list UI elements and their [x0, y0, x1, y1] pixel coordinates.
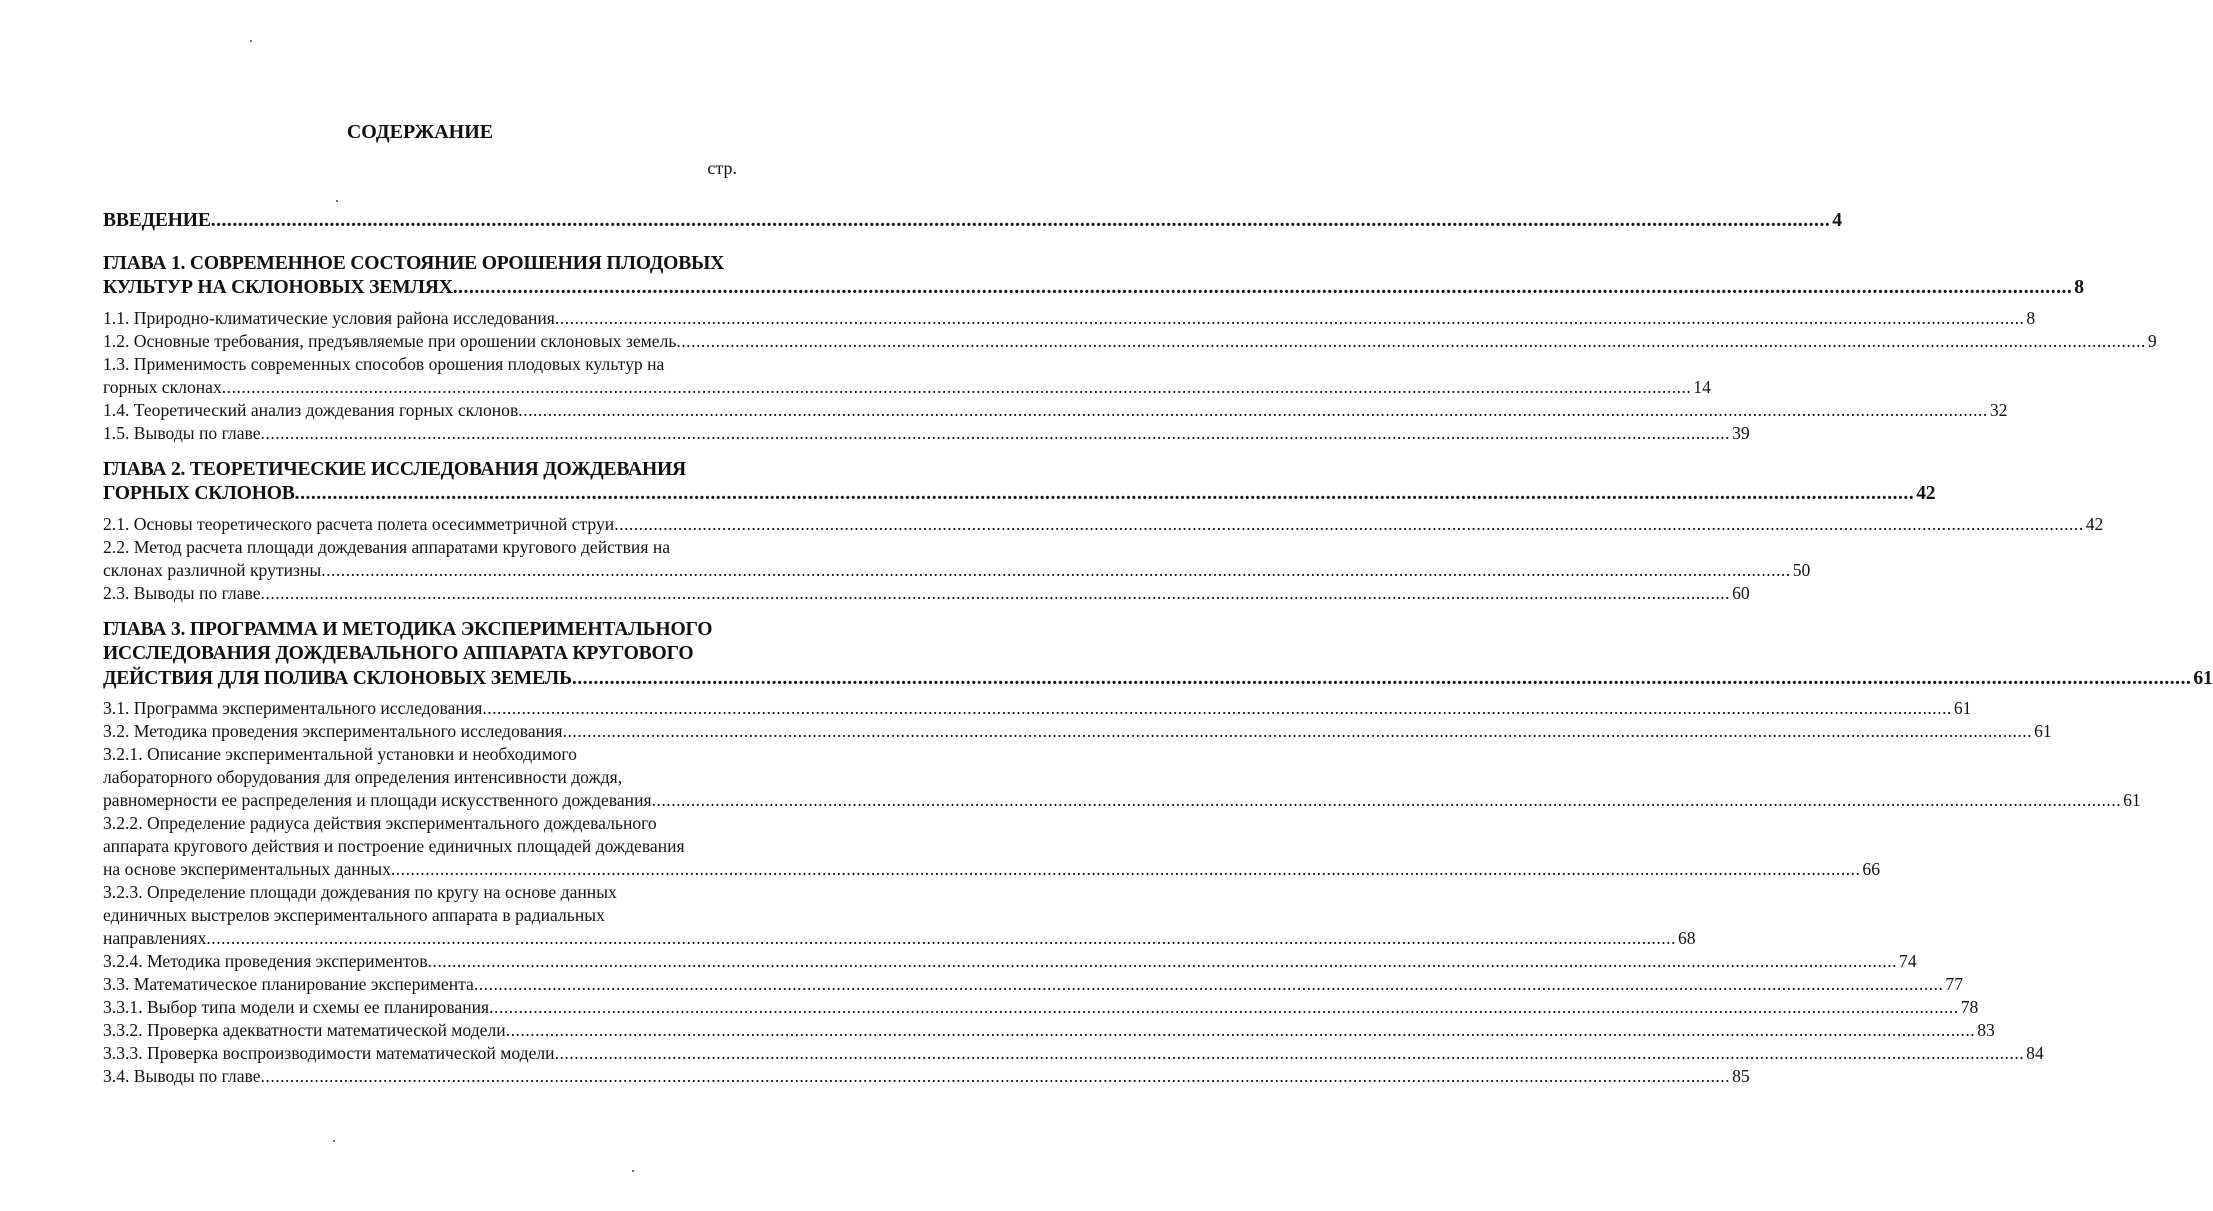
entry-title-line: 3.3.1. Выбор типа модели и схемы ее планирования [103, 997, 490, 1017]
dot-leader: ............................................................................................................................................................................................................................................................................................................ [321, 559, 1791, 580]
dot-leader: ............................................................................................................................................................................................................................................................................................................ [571, 667, 2192, 689]
entry-title-line: горных склонах [103, 376, 222, 397]
entry-page-number: 85 [1732, 1066, 1750, 1086]
entry-page-number: 8 [2074, 277, 2084, 298]
entry-leader-row [103, 559, 1811, 582]
entry-title-line: 1.4. Теоретический анализ дождевания горных склонов [103, 399, 519, 420]
toc-section-entry[interactable] [103, 513, 2104, 536]
entry-title-line: ГЛАВА 2. ТЕОРЕТИЧЕСКИЕ ИССЛЕДОВАНИЯ ДОЖДЕВАНИЯ [103, 458, 687, 480]
entry-title-line: единичных выстрелов экспериментального аппарата в радиальных [103, 905, 605, 925]
dot-leader: ............................................................................................................................................................................................................................................................................................................ [390, 859, 1861, 879]
toc-entries [103, 209, 2213, 1088]
dot-leader: ............................................................................................................................................................................................................................................................................................................ [554, 1043, 2025, 1063]
entry-title-line: лабораторного оборудования для определения интенсивности дождя, [103, 767, 623, 787]
entry-title-line: направлениях [103, 928, 207, 948]
entry-title-line: ГОРНЫХ СКЛОНОВ [103, 483, 295, 504]
entry-page-number: 61 [2034, 721, 2052, 741]
entry-page-number: 39 [1732, 422, 1750, 443]
entry-title-line: 1.3. Применимость современных способов орошения плодовых культур на [103, 353, 665, 374]
dot-leader: ............................................................................................................................................................................................................................................................................................................ [473, 974, 1944, 994]
entry-leader-row [103, 996, 1979, 1019]
entry-title-line: КУЛЬТУР НА СКЛОНОВЫХ ЗЕМЛЯХ [103, 277, 453, 298]
entry-title-line: ДЕЙСТВИЯ ДЛЯ ПОЛИВА СКЛОНОВЫХ ЗЕМЕЛЬ [103, 667, 572, 689]
entry-title-line: 2.1. Основы теоретического расчета полета осесимметричной струи [103, 513, 615, 534]
entry-page-number: 42 [1916, 483, 1936, 504]
toc-chapter-entry[interactable] [103, 209, 1842, 234]
entry-page-number: 9 [2147, 330, 2157, 351]
dot-leader: ............................................................................................................................................................................................................................................................................................................ [206, 928, 1676, 948]
entry-leader-row [103, 1065, 1750, 1088]
entry-title-line: 1.2. Основные требования, предъявляемые при орошении склоновых земель [103, 330, 677, 351]
entry-leader-row [103, 513, 2104, 536]
dot-leader: ............................................................................................................................................................................................................................................................................................................ [676, 330, 2146, 351]
entry-leader-row [103, 1042, 2044, 1065]
entry-leader-row [103, 973, 1963, 996]
toc-chapter-entry[interactable] [103, 618, 2213, 692]
entry-title-line: ГЛАВА 3. ПРОГРАММА И МЕТОДИКА ЭКСПЕРИМЕНТАЛЬНОГО [103, 618, 713, 640]
entry-page-number: 61 [2193, 667, 2213, 689]
entry-page-number: 78 [1960, 997, 1979, 1017]
entry-title-line: 3.3. Математическое планирование эксперимента [103, 974, 474, 994]
entry-title-line: 1.5. Выводы по главе [103, 422, 261, 443]
entry-title-line: 3.1. Программа экспериментального исследования [103, 698, 483, 718]
entry-leader-row [103, 667, 2213, 692]
toc-section-entry[interactable] [103, 353, 1711, 399]
entry-page-number: 32 [1989, 399, 2008, 420]
toc-section-entry[interactable] [103, 996, 1979, 1019]
toc-section-entry[interactable] [103, 743, 2141, 812]
entry-leader-row [103, 307, 2036, 330]
entry-title-line: ВВЕДЕНИЕ [103, 210, 211, 231]
toc-section-entry[interactable] [103, 330, 2157, 353]
entry-leader-row [103, 720, 2052, 743]
toc-section-entry[interactable] [103, 422, 1750, 445]
scan-speck [632, 1170, 634, 1172]
entry-title-line: 3.2.4. Методика проведения экспериментов [103, 951, 428, 971]
entry-page-number: 42 [2085, 513, 2104, 534]
dot-leader: ............................................................................................................................................................................................................................................................................................................ [489, 997, 1959, 1017]
toc-chapter-entry[interactable] [103, 252, 2084, 301]
entry-leader-row [103, 927, 1696, 950]
entry-leader-row [103, 399, 2008, 422]
entry-page-number: 60 [1732, 582, 1750, 603]
entry-title-line: 2.2. Метод расчета площади дождевания аппаратами кругового действия на [103, 536, 671, 557]
entry-page-number: 66 [1862, 859, 1880, 879]
entry-page-number: 83 [1977, 1020, 1995, 1040]
dot-leader: ............................................................................................................................................................................................................................................................................................................ [427, 951, 1898, 971]
entry-page-number: 50 [1792, 559, 1811, 580]
dot-leader: ............................................................................................................................................................................................................................................................................................................ [651, 790, 2122, 810]
entry-title-line: 3.2.1. Описание экспериментальной установки и необходимого [103, 744, 577, 764]
dot-leader: ............................................................................................................................................................................................................................................................................................................ [210, 210, 1831, 231]
dot-leader: ............................................................................................................................................................................................................................................................................................................ [518, 399, 1988, 420]
page-title: СОДЕРЖАНИЕ [346, 121, 494, 143]
toc-section-entry[interactable] [103, 973, 1963, 996]
toc-section-entry[interactable] [103, 399, 2008, 422]
dot-leader: ............................................................................................................................................................................................................................................................................................................ [294, 483, 1915, 504]
entry-leader-row [103, 422, 1750, 445]
entry-leader-row [103, 582, 1750, 605]
toc-section-entry[interactable] [103, 1065, 1750, 1088]
entry-page-number: 61 [1953, 698, 1972, 718]
dot-leader: ............................................................................................................................................................................................................................................................................................................ [562, 721, 2033, 741]
entry-leader-row [103, 482, 1936, 507]
entry-leader-row [103, 376, 1711, 399]
entry-page-number: 61 [2123, 790, 2141, 810]
scan-speck [250, 40, 252, 42]
dot-leader: ............................................................................................................................................................................................................................................................................................................ [554, 307, 2025, 328]
entry-page-number: 4 [1832, 210, 1842, 231]
toc-section-entry[interactable] [103, 950, 1917, 973]
toc-section-entry[interactable] [103, 1042, 2044, 1065]
dot-leader: ............................................................................................................................................................................................................................................................................................................ [260, 422, 1731, 443]
entry-leader-row [103, 1019, 1995, 1042]
entry-leader-row [103, 950, 1917, 973]
entry-page-number: 14 [1693, 376, 1711, 397]
entry-title-line: ИССЛЕДОВАНИЯ ДОЖДЕВАЛЬНОГО АППАРАТА КРУГОВОГО [103, 643, 694, 664]
entry-title-line: равномерности ее распределения и площади искусственного дождевания [103, 790, 652, 810]
toc-section-entry[interactable] [103, 307, 2036, 330]
dot-leader: ............................................................................................................................................................................................................................................................................................................ [482, 698, 1952, 718]
entry-leader-row [103, 858, 1880, 881]
toc-section-entry[interactable] [103, 812, 1880, 881]
dot-leader: ............................................................................................................................................................................................................................................................................................................ [452, 277, 2073, 298]
toc-section-entry[interactable] [103, 697, 1972, 720]
page-column-label: стр. [707, 158, 737, 178]
entry-page-number: 77 [1945, 974, 1963, 994]
entry-leader-row [103, 789, 2141, 812]
entry-title-line: 3.2. Методика проведения экспериментального исследования [103, 721, 563, 741]
entry-title-line: 3.4. Выводы по главе [103, 1066, 261, 1086]
toc-section-entry[interactable] [103, 881, 1696, 950]
entry-title-line: склонах различной крутизны [103, 559, 322, 580]
entry-title-line: на основе экспериментальных данных [103, 859, 391, 879]
entry-page-number: 74 [1899, 951, 1917, 971]
scan-speck [333, 1140, 335, 1142]
entry-leader-row [103, 209, 1842, 234]
entry-title-line: 2.3. Выводы по главе [103, 582, 261, 603]
dot-leader: ............................................................................................................................................................................................................................................................................................................ [505, 1020, 1976, 1040]
entry-leader-row [103, 330, 2157, 353]
toc-section-entry[interactable] [103, 536, 1811, 582]
dot-leader: ............................................................................................................................................................................................................................................................................................................ [260, 582, 1731, 603]
dot-leader: ............................................................................................................................................................................................................................................................................................................ [260, 1066, 1731, 1086]
toc-section-entry[interactable] [103, 720, 2052, 743]
toc-section-entry[interactable] [103, 1019, 1995, 1042]
dot-leader: ............................................................................................................................................................................................................................................................................................................ [221, 376, 1692, 397]
entry-page-number: 8 [2026, 307, 2036, 328]
entry-page-number: 84 [2026, 1043, 2044, 1063]
toc-section-entry[interactable] [103, 582, 1750, 605]
dot-leader: ............................................................................................................................................................................................................................................................................................................ [614, 513, 2084, 534]
toc-chapter-entry[interactable] [103, 458, 1936, 507]
entry-title-line: аппарата кругового действия и построение единичных площадей дождевания [103, 836, 685, 856]
entry-title-line: 3.3.3. Проверка воспроизводимости математической модели [103, 1043, 555, 1063]
entry-leader-row [103, 697, 1972, 720]
entry-title-line: ГЛАВА 1. СОВРЕМЕННОЕ СОСТОЯНИЕ ОРОШЕНИЯ ПЛОДОВЫХ [103, 252, 725, 274]
entry-title-line: 1.1. Природно-климатические условия района исследования [103, 307, 555, 328]
scan-speck [336, 200, 338, 202]
entry-title-line: 3.2.2. Определение радиуса действия экспериментального дождевального [103, 813, 657, 833]
entry-page-number: 68 [1677, 928, 1696, 948]
entry-leader-row [103, 276, 2084, 301]
entry-title-line: 3.3.2. Проверка адекватности математической модели [103, 1020, 506, 1040]
entry-title-line: 3.2.3. Определение площади дождевания по кругу на основе данных [103, 882, 617, 902]
